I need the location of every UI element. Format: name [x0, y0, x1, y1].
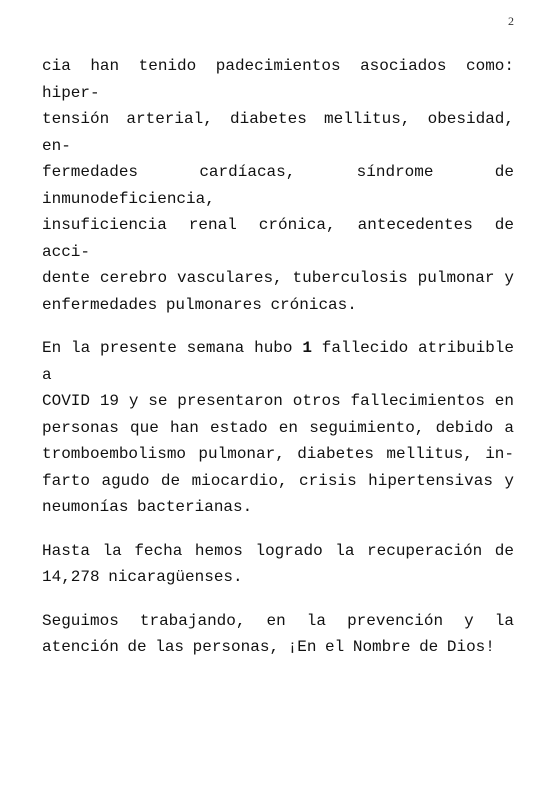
paragraph-deaths	[42, 335, 514, 521]
paragraph-recoveries	[42, 538, 514, 591]
text-line: farto agudo de miocardio, crisis hipertensivas y	[42, 471, 514, 490]
text-line: COVID 19 y se presentaron otros fallecimientos en	[42, 392, 514, 410]
text-line: Hasta la fecha hemos logrado la recuperación de	[42, 541, 514, 560]
text-line: cia han tenido padecimientos asociados como: hiper-	[42, 57, 514, 102]
deaths-count: 1	[302, 339, 312, 357]
page-number: 2	[508, 14, 514, 28]
text-line: personas que han estado en seguimiento, debido a	[42, 418, 514, 437]
text-line	[42, 335, 514, 388]
text-line: dente cerebro vasculares, tuberculosis pulmonar y	[42, 269, 514, 287]
text-line: tromboembolismo pulmonar, diabetes mellitus, in-	[42, 445, 514, 463]
document-body	[42, 53, 514, 678]
text-line: 14,278 nicaragüenses.	[42, 568, 243, 586]
text-line: atención de las personas, ¡En el Nombre de Dios!	[42, 638, 495, 656]
text-line: fermedades cardíacas, síndrome de inmunodeficiencia,	[42, 163, 514, 208]
text-line: enfermedades pulmonares crónicas.	[42, 295, 357, 314]
text-line: tensión arterial, diabetes mellitus, obesidad, en-	[42, 110, 514, 155]
text-line: neumonías bacterianas.	[42, 498, 253, 516]
text-line: Seguimos trabajando, en la prevención y la	[42, 611, 514, 630]
text-line: insuficiencia renal crónica, antecedentes de acci-	[42, 216, 514, 261]
text-fragment: fallecido atribuible a	[42, 339, 515, 384]
paragraph-comorbidities	[42, 53, 514, 318]
paragraph-closing	[42, 608, 514, 661]
text-fragment: En la presente semana hubo	[42, 339, 293, 357]
